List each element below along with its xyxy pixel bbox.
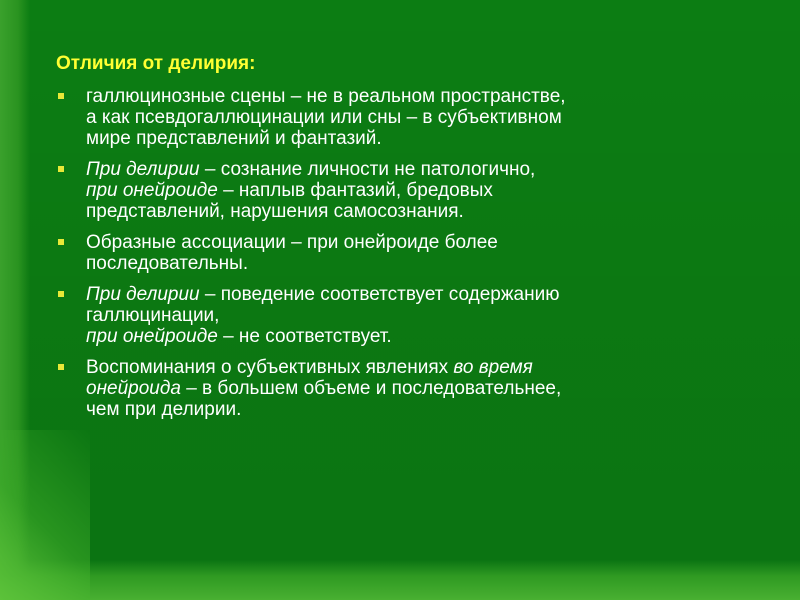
text-segment: Образные ассоциации – при онейроиде более	[86, 232, 498, 253]
text-segment: последовательны.	[86, 253, 249, 274]
text-segment: галлюцинозные сцены – не в реальном пространстве,	[86, 86, 566, 107]
text-segment: – поведение соответствует содержанию	[199, 284, 560, 305]
bullet-line	[86, 378, 756, 399]
decorative-corner-glow	[0, 430, 90, 600]
bullet-line	[86, 159, 756, 180]
text-segment: мире представлений и фантазий.	[86, 128, 382, 149]
bullet-item	[56, 159, 756, 222]
text-segment: – наплыв фантазий, бредовых	[217, 180, 493, 201]
decorative-band-bottom	[0, 560, 800, 600]
italic-text: При делирии	[86, 159, 200, 180]
text-segment: представлений, нарушения самосознания.	[86, 201, 464, 222]
bullet-line	[86, 201, 756, 222]
square-bullet-icon	[58, 239, 64, 245]
bullet-line	[86, 305, 756, 326]
text-segment: – в большем объеме и последовательнее,	[180, 378, 562, 399]
bullet-list	[56, 86, 756, 420]
text-segment: чем при делирии.	[86, 399, 242, 420]
italic-text: При делирии	[86, 284, 200, 305]
bullet-line	[86, 253, 756, 274]
bullet-line	[86, 326, 756, 347]
bullet-line	[86, 86, 756, 107]
text-segment: а как псевдогаллюцинации или сны – в субъективном	[86, 107, 562, 128]
text-segment: – сознание личности не патологично,	[199, 159, 536, 180]
bullet-item	[56, 232, 756, 274]
bullet-line	[86, 180, 756, 201]
slide-content	[56, 52, 756, 430]
text-segment: галлюцинации,	[86, 305, 220, 326]
bullet-line	[86, 128, 756, 149]
bullet-item	[56, 86, 756, 149]
bullet-line	[86, 284, 756, 305]
bullet-line	[86, 107, 756, 128]
bullet-item	[56, 357, 756, 420]
italic-text: при онейроиде	[86, 180, 218, 201]
square-bullet-icon	[58, 166, 64, 172]
bullet-line	[86, 357, 756, 378]
italic-text: во время	[453, 357, 533, 378]
text-segment: – не соответствует.	[217, 326, 392, 347]
slide-title: Отличия от делирия:	[56, 53, 256, 74]
italic-text: при онейроиде	[86, 326, 218, 347]
italic-text: онейроида	[86, 378, 181, 399]
bullet-line	[86, 232, 756, 253]
bullet-line	[86, 399, 756, 420]
square-bullet-icon	[58, 364, 64, 370]
bullet-item	[56, 284, 756, 347]
text-segment: Воспоминания о субъективных явлениях	[86, 357, 454, 378]
square-bullet-icon	[58, 93, 64, 99]
square-bullet-icon	[58, 291, 64, 297]
